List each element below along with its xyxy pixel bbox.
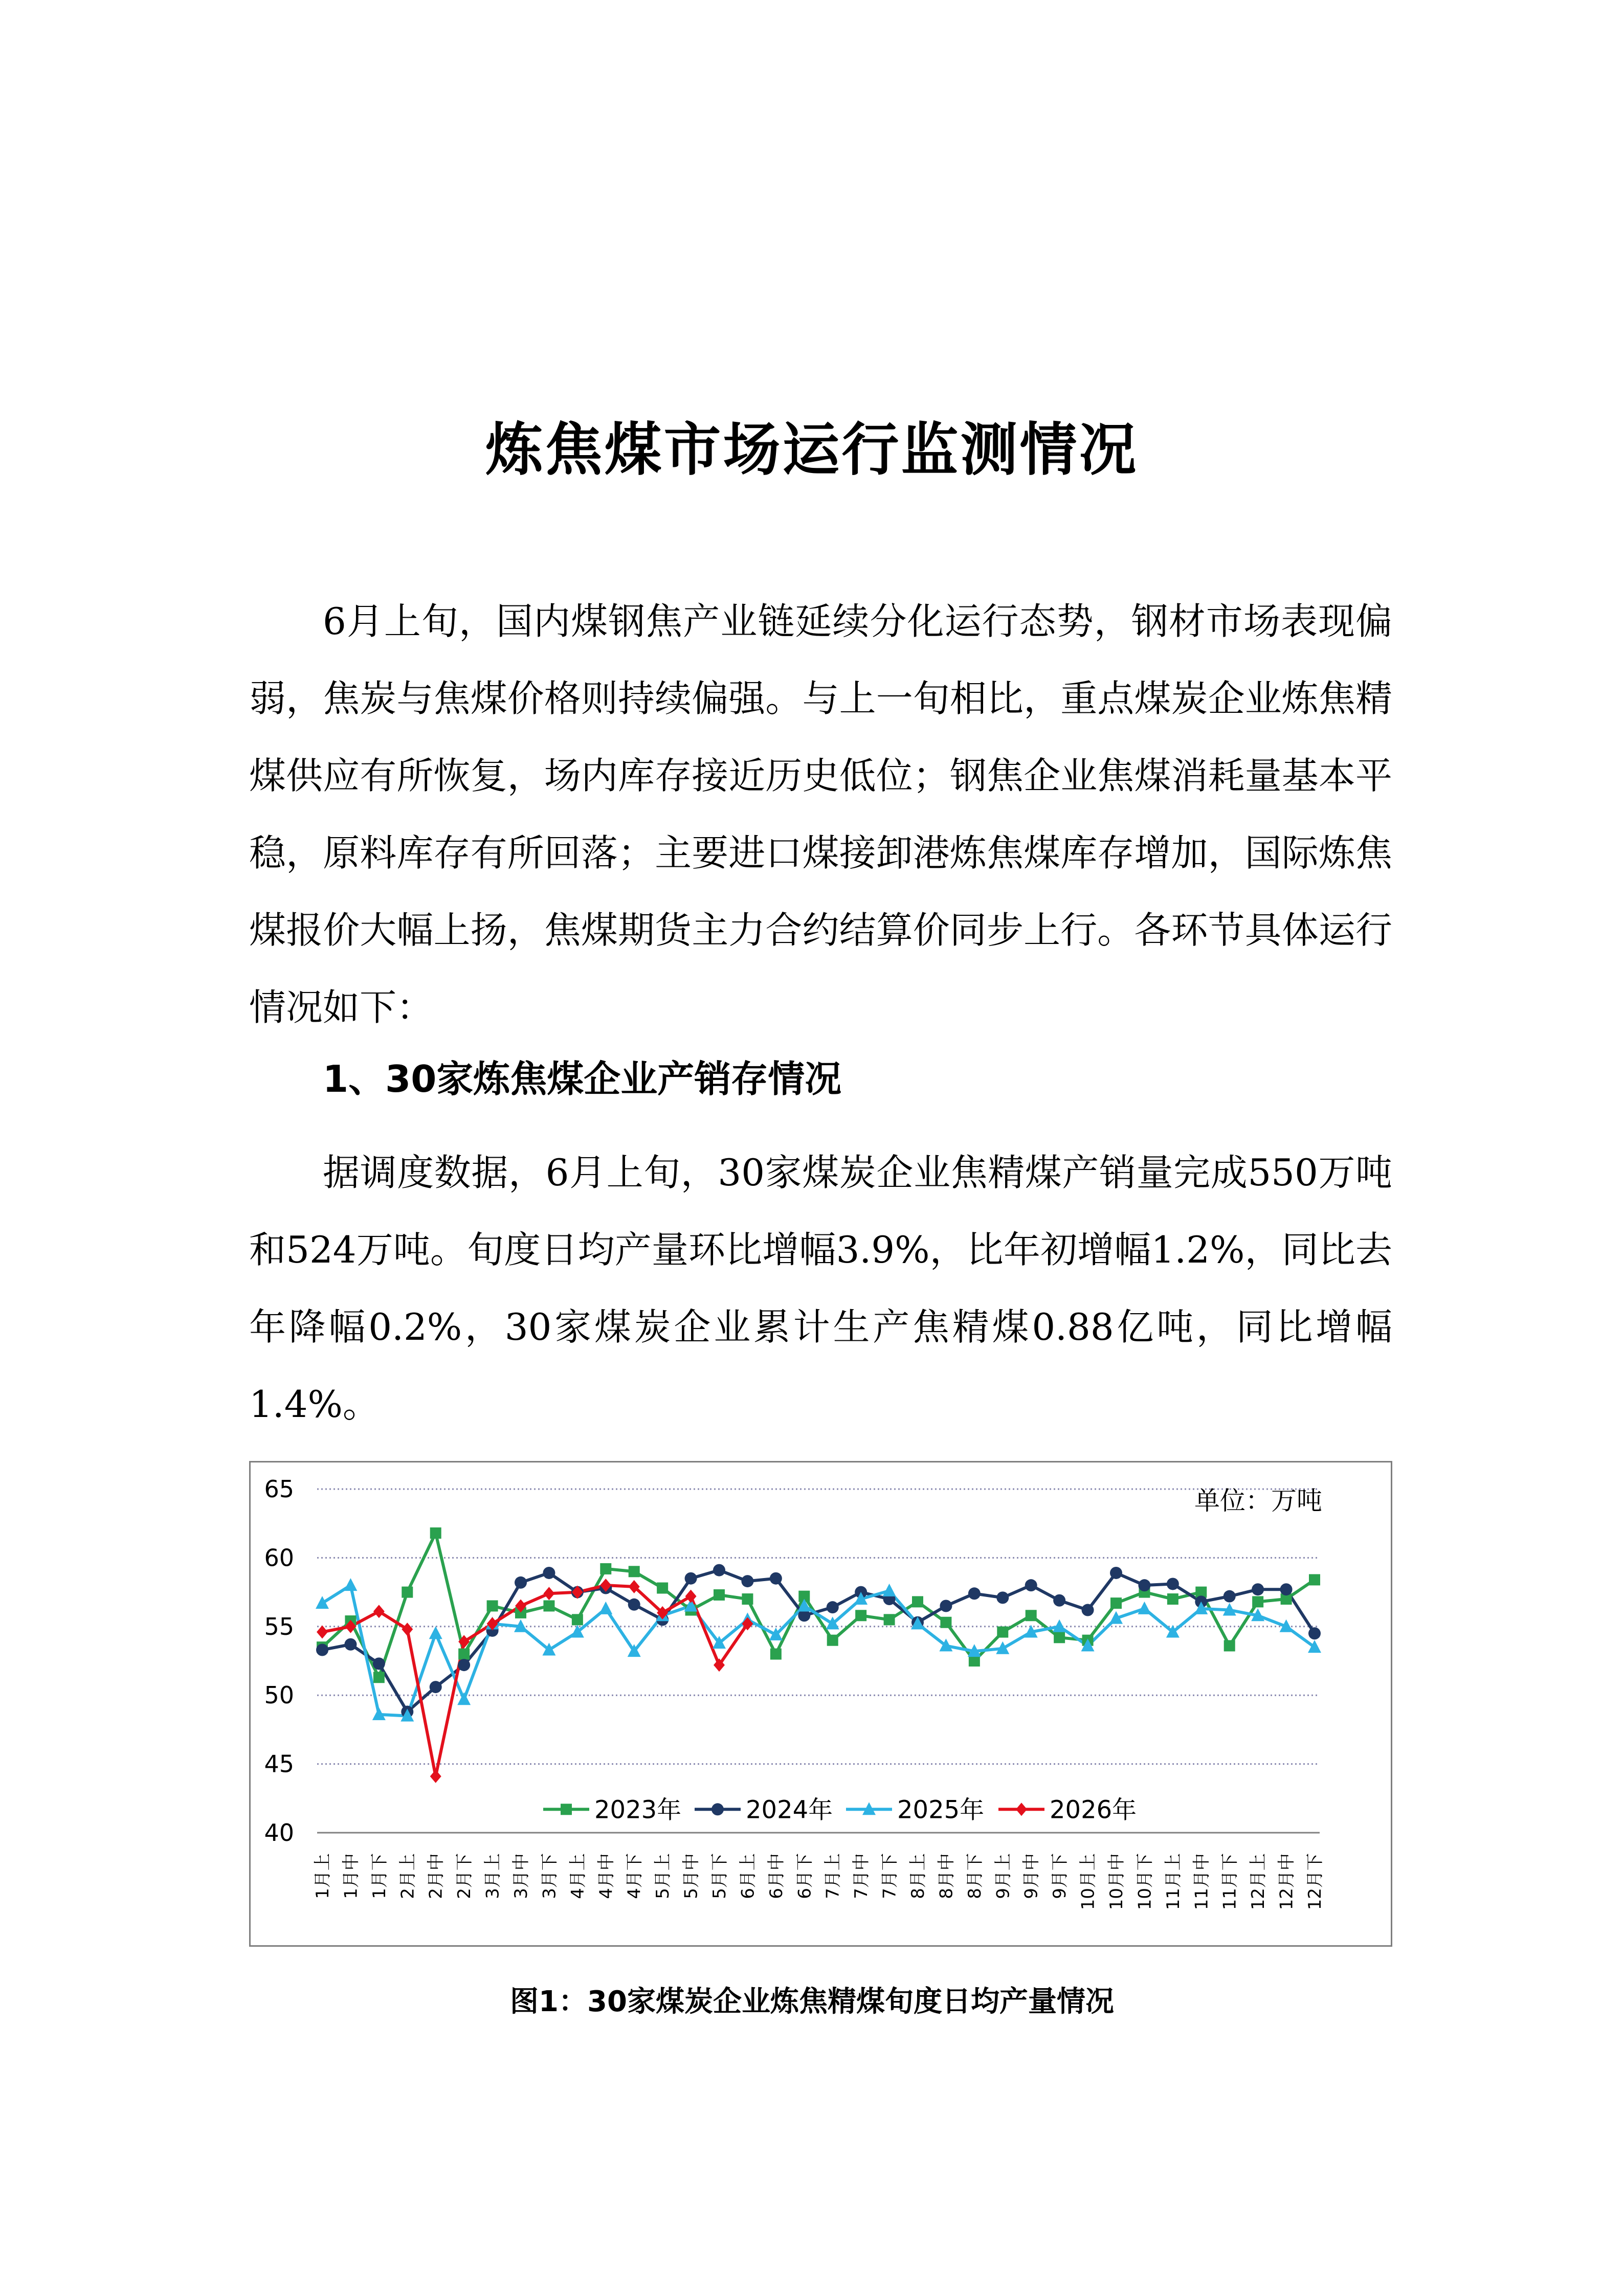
x-tick-label: 2月中 — [426, 1853, 447, 1899]
data-point — [344, 1638, 357, 1651]
data-point — [1016, 1803, 1027, 1816]
data-point — [458, 1659, 470, 1671]
legend-label: 2023年 — [594, 1795, 682, 1825]
data-point — [1223, 1590, 1236, 1603]
data-point — [430, 1527, 441, 1539]
x-tick-label: 12月上 — [1248, 1853, 1269, 1910]
data-point — [1026, 1610, 1037, 1621]
data-point — [657, 1583, 668, 1594]
y-tick-label: 45 — [264, 1750, 294, 1778]
x-tick-label: 1月下 — [369, 1853, 390, 1899]
data-point — [827, 1601, 839, 1613]
x-tick-label: 12月下 — [1305, 1853, 1325, 1910]
x-tick-label: 1月中 — [341, 1853, 362, 1899]
data-point — [430, 1681, 442, 1693]
production-chart — [249, 1461, 1392, 1947]
legend-label: 2025年 — [897, 1795, 985, 1825]
x-tick-label: 7月上 — [822, 1853, 843, 1899]
data-point — [316, 1644, 328, 1656]
y-tick-label: 55 — [264, 1612, 294, 1640]
figure-caption: 图1：30家煤炭企业炼焦精煤旬度日均产量情况 — [510, 1985, 1114, 2018]
x-tick-label: 11月下 — [1219, 1853, 1240, 1910]
x-tick-label: 3月下 — [539, 1853, 560, 1899]
data-point — [543, 1567, 555, 1579]
data-point — [543, 1600, 554, 1611]
x-tick-label: 10月中 — [1106, 1853, 1127, 1910]
x-tick-label: 5月上 — [653, 1853, 674, 1899]
data-point — [713, 1564, 725, 1577]
x-tick-label: 9月中 — [1021, 1853, 1042, 1899]
series-line — [322, 1585, 747, 1776]
data-point — [940, 1600, 952, 1612]
data-point — [968, 1587, 981, 1600]
unit-label: 单位：万吨 — [1194, 1486, 1322, 1516]
data-point — [1167, 1578, 1179, 1590]
data-point — [561, 1804, 572, 1815]
data-point — [1280, 1583, 1293, 1595]
series-line — [322, 1585, 1315, 1716]
data-point — [1025, 1579, 1037, 1591]
data-point — [373, 1657, 385, 1670]
data-point — [741, 1575, 753, 1587]
data-point — [572, 1614, 583, 1625]
data-point — [1167, 1593, 1178, 1605]
x-tick-label: 4月中 — [596, 1853, 617, 1899]
data-point — [458, 1649, 470, 1660]
data-point — [770, 1572, 782, 1585]
x-tick-label: 6月下 — [794, 1853, 815, 1899]
data-point — [996, 1591, 1009, 1604]
data-point — [1252, 1596, 1263, 1607]
data-point — [997, 1627, 1008, 1638]
data-point — [969, 1655, 980, 1667]
data-point — [600, 1563, 611, 1574]
x-tick-label: 4月下 — [624, 1853, 645, 1899]
data-point — [599, 1602, 612, 1614]
x-tick-label: 2月上 — [397, 1853, 418, 1899]
x-tick-label: 5月中 — [681, 1853, 702, 1899]
x-tick-label: 7月中 — [851, 1853, 872, 1899]
x-tick-label: 6月中 — [766, 1853, 787, 1899]
x-tick-label: 10月上 — [1078, 1853, 1099, 1910]
data-point — [1110, 1597, 1122, 1609]
data-point — [629, 1566, 640, 1577]
data-point — [344, 1578, 357, 1591]
x-tick-label: 8月上 — [908, 1853, 928, 1899]
x-tick-label: 5月下 — [709, 1853, 730, 1899]
data-point — [457, 1692, 471, 1705]
y-tick-label: 50 — [264, 1681, 294, 1709]
data-point — [711, 1803, 724, 1815]
section-heading: 1、30家炼焦煤企业产销存情况 — [323, 1057, 842, 1100]
data-point — [1138, 1579, 1150, 1591]
data-point — [1110, 1567, 1122, 1579]
data-point — [685, 1590, 697, 1603]
data-point — [1054, 1632, 1065, 1643]
x-tick-label: 3月上 — [482, 1853, 503, 1899]
data-point — [855, 1610, 866, 1621]
data-point — [487, 1600, 498, 1611]
data-point — [884, 1614, 895, 1625]
x-tick-label: 11月上 — [1163, 1853, 1184, 1910]
data-point — [543, 1587, 554, 1600]
data-point — [714, 1589, 725, 1601]
x-tick-label: 9月上 — [993, 1853, 1014, 1899]
x-tick-label: 6月上 — [738, 1853, 759, 1899]
data-point — [1082, 1604, 1094, 1616]
data-point — [742, 1593, 753, 1605]
x-tick-label: 11月中 — [1191, 1853, 1212, 1910]
x-tick-label: 7月下 — [879, 1853, 900, 1899]
intro-paragraph: 6月上旬，国内煤钢焦产业链延续分化运行态势，钢材市场表现偏弱，焦炭与焦煤价格则持续偏强。与上一旬相比，重点煤炭企业炼焦精煤供应有所恢复，场内库存接近历史低位；钢焦企业焦煤消耗量基本平稳，原料库存有所回落；主要进口煤接卸港炼焦煤库存增加，国际炼焦煤报价大幅上扬，焦煤期货主力合约结算价同步上行。各环节具体运行情况如下： — [249, 600, 1392, 1029]
x-tick-label: 4月上 — [567, 1853, 588, 1899]
data-point — [1308, 1627, 1321, 1639]
data-point — [628, 1599, 640, 1611]
data-point — [402, 1623, 413, 1636]
x-tick-label: 1月上 — [313, 1853, 333, 1899]
x-tick-label: 12月中 — [1276, 1853, 1297, 1910]
data-point — [770, 1649, 782, 1660]
data-point — [1224, 1640, 1235, 1651]
data-point — [515, 1577, 527, 1589]
x-tick-label: 2月下 — [454, 1853, 475, 1899]
data-point — [1138, 1602, 1151, 1614]
y-tick-label: 65 — [264, 1475, 294, 1503]
section-paragraph: 据调度数据，6月上旬，30家煤炭企业焦精煤产销量完成550万吨和524万吨。旬度日均产量环比增幅3.9%，比年初增幅1.2%，同比去年降幅0.2%，30家煤炭企业累计生产焦精煤0.88亿吨，同比增幅1.4%。 — [249, 1151, 1392, 1426]
data-point — [940, 1617, 951, 1628]
x-tick-label: 10月下 — [1134, 1853, 1155, 1910]
data-point — [1252, 1583, 1264, 1595]
data-point — [827, 1635, 838, 1646]
data-point — [373, 1672, 385, 1683]
data-point — [430, 1770, 441, 1783]
page-title: 炼焦煤市场运行监测情况 — [485, 417, 1139, 483]
y-tick-label: 40 — [264, 1819, 294, 1847]
legend-label: 2026年 — [1050, 1795, 1137, 1825]
data-point — [316, 1596, 329, 1609]
y-tick-label: 60 — [264, 1544, 294, 1572]
x-tick-label: 9月下 — [1050, 1853, 1071, 1899]
data-point — [317, 1626, 328, 1639]
data-point — [685, 1572, 697, 1585]
legend-label: 2024年 — [746, 1795, 833, 1825]
data-point — [402, 1587, 413, 1598]
x-tick-label: 8月下 — [964, 1853, 985, 1899]
data-point — [1309, 1574, 1320, 1585]
data-point — [429, 1626, 442, 1639]
data-point — [883, 1584, 896, 1596]
data-point — [912, 1596, 923, 1607]
data-point — [373, 1605, 385, 1618]
chart-svg — [251, 1462, 1391, 1945]
x-tick-label: 8月中 — [936, 1853, 957, 1899]
x-tick-label: 3月中 — [511, 1853, 531, 1899]
data-point — [1053, 1594, 1065, 1607]
